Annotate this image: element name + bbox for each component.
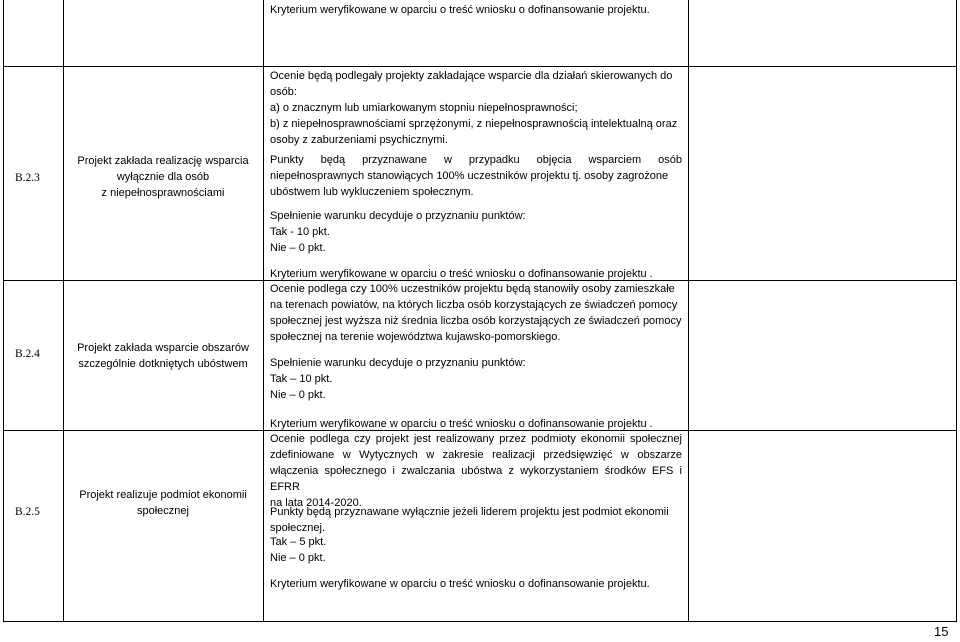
scoring-line: Nie – 0 pkt. bbox=[270, 552, 326, 564]
description-line: włączenia społecznego i zwalczania ubóstwa z wykorzystaniem środków EFS i EFRR bbox=[270, 465, 682, 493]
column-divider-description bbox=[688, 0, 689, 622]
criterion-scoring bbox=[270, 534, 326, 566]
description-line: osoby z zaburzeniami psychicznymi. bbox=[270, 134, 448, 146]
description-line: na terenach powiatów, na których liczba osób korzystających ze świadczeń pomocy bbox=[270, 299, 678, 311]
description-line: społecznej jest wyższa niż średnia liczba osób korzystających ze świadczeń pomocy bbox=[270, 315, 682, 327]
criterion-name-line: z niepełnosprawnościami bbox=[101, 187, 225, 199]
criterion-verification: Kryterium weryfikowane w oparciu o treść wniosku o dofinansowanie projektu . bbox=[270, 418, 653, 430]
criterion-name-line: wyłącznie dla osób bbox=[116, 171, 210, 183]
criterion-name-line: społecznej bbox=[137, 505, 189, 517]
description-line: na lata 2014-2020. bbox=[270, 497, 362, 509]
table-border-left bbox=[3, 0, 4, 622]
column-divider-score bbox=[956, 0, 957, 622]
criterion-name-line: szczególnie dotkniętych ubóstwem bbox=[78, 358, 248, 370]
criterion-name-line: Projekt zakłada wsparcie obszarów bbox=[77, 342, 249, 354]
scoring-line: Tak – 10 pkt. bbox=[270, 373, 333, 385]
points-rule-line: niepełnosprawnych stanowiących 100% uczestników projektu tj. osoby zagrożone bbox=[270, 170, 669, 182]
column-divider-code bbox=[63, 0, 64, 622]
table-border-bottom bbox=[3, 621, 957, 622]
scoring-line: Tak - 10 pkt. bbox=[270, 226, 330, 238]
points-rule-line: Punkty będą przyznawane wyłącznie jeżeli liderem projektu jest podmiot ekonomii bbox=[270, 506, 669, 518]
points-rule-line: Punkty będą przyznawane w przypadku objęcia wsparciem osób bbox=[270, 154, 682, 166]
criterion-code: B.2.4 bbox=[15, 348, 40, 360]
description-line: osób: bbox=[270, 86, 297, 98]
criterion-name-line: Projekt realizuje podmiot ekonomii bbox=[79, 489, 247, 501]
points-rule-line: społecznej. bbox=[270, 522, 326, 534]
top-row-criterion: Kryterium weryfikowane w oparciu o treść wniosku o dofinansowanie projektu. bbox=[270, 4, 650, 16]
criterion-name bbox=[64, 340, 262, 372]
column-divider-name bbox=[263, 0, 264, 622]
criterion-verification: Kryterium weryfikowane w oparciu o treść wniosku o dofinansowanie projektu. bbox=[270, 578, 650, 590]
criterion-description bbox=[270, 68, 677, 148]
points-rule-line: ubóstwem lub wykluczeniem społecznym. bbox=[270, 186, 474, 198]
criterion-verification: Kryterium weryfikowane w oparciu o treść wniosku o dofinansowanie projektu . bbox=[270, 268, 653, 280]
description-line: a) o znacznym lub umiarkowanym stopniu niepełnosprawności; bbox=[270, 102, 578, 114]
page-number: 15 bbox=[934, 624, 949, 639]
scoring-line: Spełnienie warunku decyduje o przyznaniu punktów: bbox=[270, 357, 526, 369]
criterion-name-line: Projekt zakłada realizację wsparcia bbox=[77, 155, 249, 167]
description-line: Ocenie będą podlegały projekty zakładające wsparcie dla działań skierowanych do bbox=[270, 70, 673, 82]
criterion-name bbox=[64, 487, 262, 519]
scoring-line: Nie – 0 pkt. bbox=[270, 242, 326, 254]
criterion-name bbox=[64, 153, 262, 201]
criterion-scoring bbox=[270, 208, 526, 256]
description-line: b) z niepełnosprawnościami sprzężonymi, z niepełnosprawnością intelektualną oraz bbox=[270, 118, 678, 130]
description-line: Ocenie podlega czy projekt jest realizowany przez podmioty ekonomii społecznej bbox=[270, 433, 682, 445]
description-line: społecznej na terenie województwa kujawsko-pomorskiego. bbox=[270, 331, 561, 343]
criterion-points-rule bbox=[270, 152, 682, 200]
description-line: zdefiniowane w Wytycznych w zakresie realizacji przedsięwzięć w obszarze bbox=[270, 449, 682, 461]
criterion-code: B.2.5 bbox=[15, 506, 40, 518]
criterion-description bbox=[270, 281, 681, 345]
criterion-code: B.2.3 bbox=[15, 172, 40, 184]
scoring-line: Nie – 0 pkt. bbox=[270, 389, 326, 401]
description-line: Ocenie podlega czy 100% uczestników projektu będą stanowiły osoby zamieszkałe bbox=[270, 283, 675, 295]
criterion-description bbox=[270, 431, 682, 511]
scoring-line: Spełnienie warunku decyduje o przyznaniu punktów: bbox=[270, 210, 526, 222]
criterion-points-rule bbox=[270, 504, 669, 536]
row-divider-1 bbox=[3, 66, 957, 67]
criterion-scoring bbox=[270, 355, 526, 403]
scoring-line: Tak – 5 pkt. bbox=[270, 536, 327, 548]
